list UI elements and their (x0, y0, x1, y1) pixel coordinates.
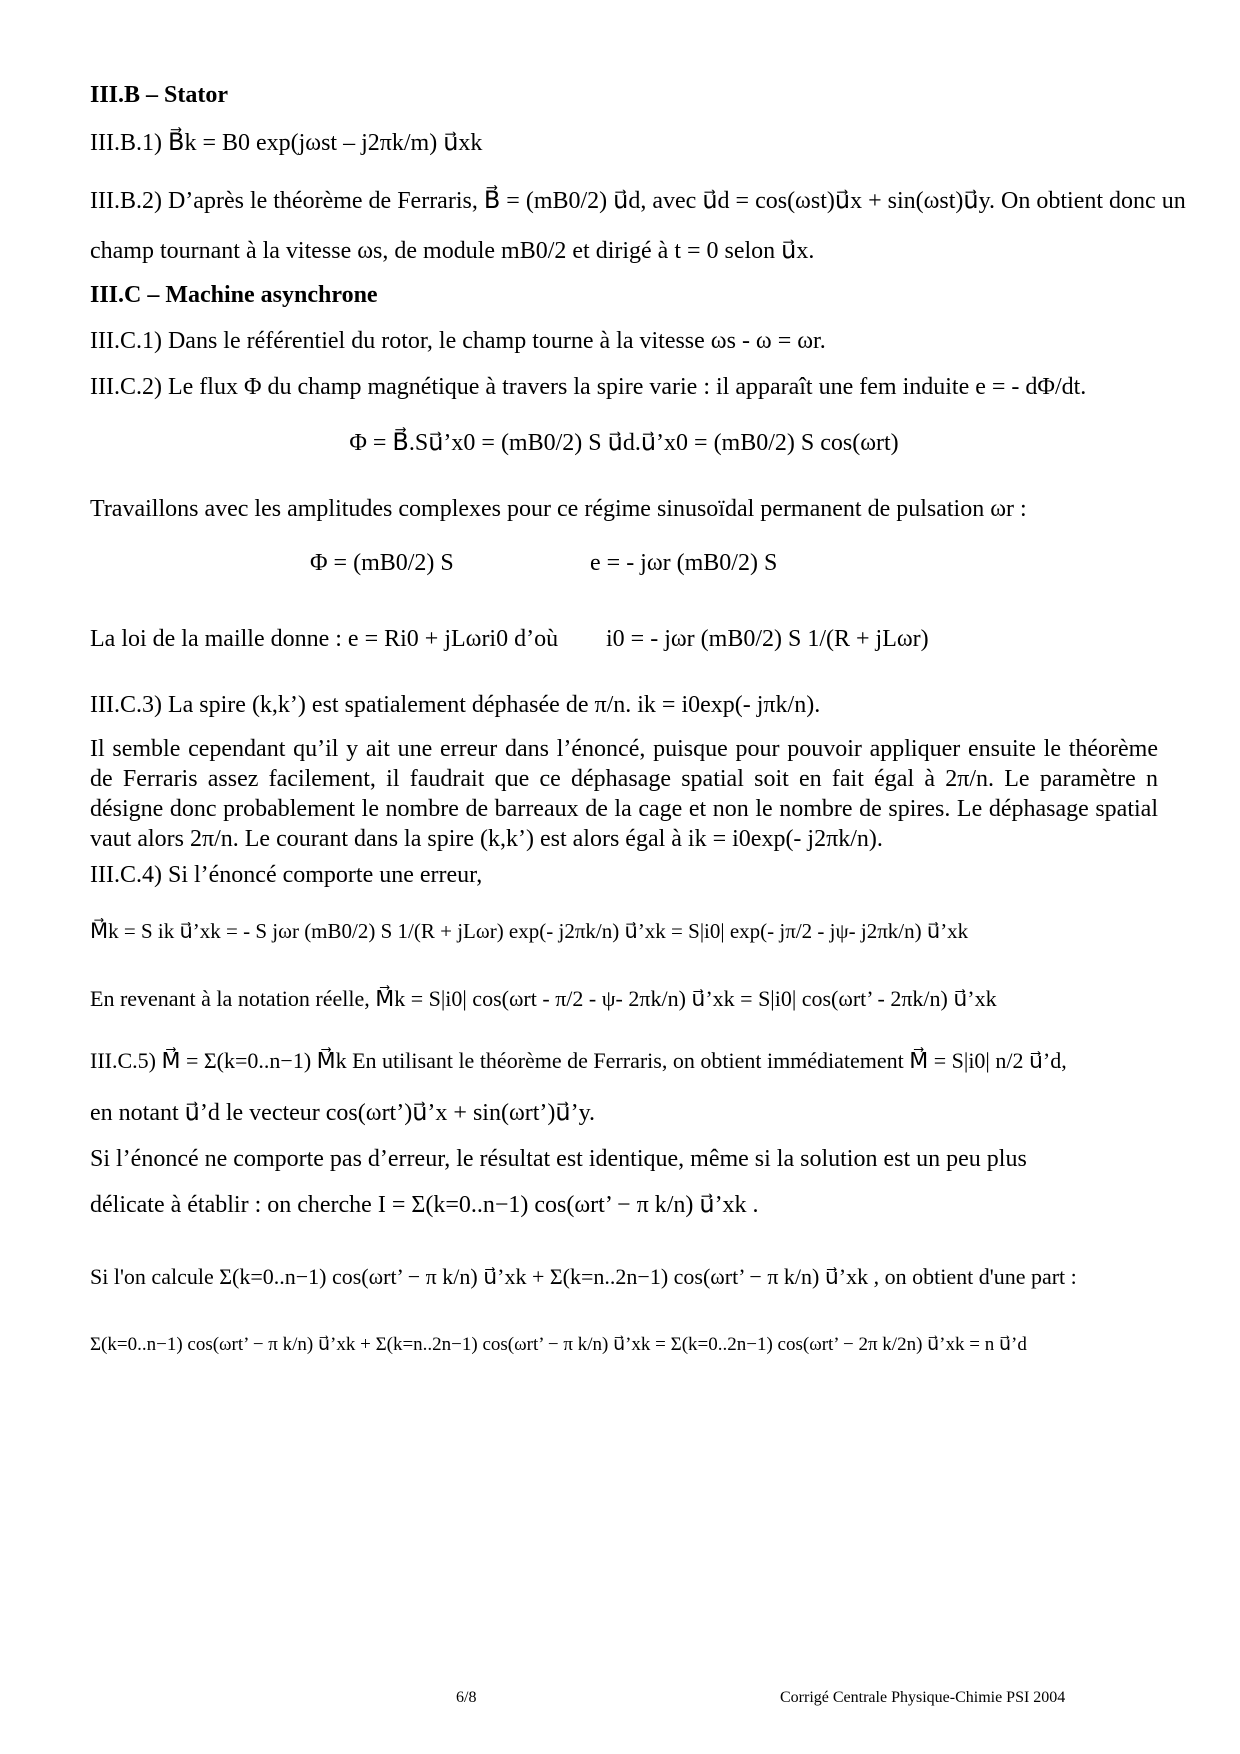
item-b2-line1: III.B.2) D’après le théorème de Ferraris, B⃗ = (mB0/2) u⃗d, avec u⃗d = cos(ωst)u⃗x + sin(ωst)u⃗y. On obtient donc un (90, 188, 1186, 214)
paragraph-c5: Si l’énoncé ne comporte pas d’erreur, le résultat est identique, même si la solution est un peu plus (90, 1146, 1027, 1172)
item-b2-line2: champ tournant à la vitesse ωs, de module mB0/2 et dirigé à t = 0 selon u⃗x. (90, 238, 815, 264)
formula-c5-calcule: Si l'on calcule Σ(k=0..n−1) cos(ωrt’ − π k/n) u⃗’xk + Σ(k=n..2n−1) cos(ωrt’ − π k/n) u⃗’xk , on obtient d'une part : (90, 1264, 1077, 1289)
item-c1: III.C.1) Dans le référentiel du rotor, le champ tourne à la vitesse ωs - ω = ωr. (90, 328, 826, 354)
document-page (90, 0, 1186, 1754)
formula-c5-cherche: délicate à établir : on cherche I = Σ(k=0..n−1) cos(ωrt’ − π k/n) u⃗’xk . (90, 1192, 759, 1218)
footer-source: Corrigé Centrale Physique-Chimie PSI 2004 (780, 1689, 1066, 1706)
page-number: 6/8 (456, 1689, 477, 1706)
formula-c5-result: Σ(k=0..n−1) cos(ωrt’ − π k/n) u⃗’xk + Σ(k=n..2n−1) cos(ωrt’ − π k/n) u⃗’xk = Σ(k=0..2n−1) cos(ωrt’ − 2π k/2n) u⃗’xk = n u⃗’d (90, 1334, 1027, 1355)
paragraph-c3-erreur: Il semble cependant qu’il y ait une erreur dans l’énoncé, puisque pour pouvoir appliquer ensuite le théorème de Ferraris assez facilement, il faudrait que ce déphasage spatial soit en fait égal à 2π/n. Le paramètre n désigne donc probablement le nombre de barreaux de la cage et non le nombre de spires. Le déphasage spatial vaut alors 2π/n. Le courant dans la spire (k,k’) est alors égal à ik = i0exp(- j2πk/n). (90, 736, 1158, 852)
formula-i0: i0 = - jωr (mB0/2) S 1/(R + jLωr) (606, 626, 929, 652)
item-c2-loi: La loi de la maille donne : e = Ri0 + jLωri0 d’où (90, 626, 559, 652)
item-b1: III.B.1) B⃗k = B0 exp(jωst – j2πk/m) u⃗xk (90, 130, 483, 156)
item-c5-line2: en notant u⃗’d le vecteur cos(ωrt’)u⃗’x + sin(ωrt’)u⃗’y. (90, 1100, 596, 1126)
formula-mk: M⃗k = S ik u⃗’xk = - S jωr (mB0/2) S 1/(R + jLωr) exp(- j2πk/n) u⃗’xk = S|i0| exp(- jπ/2 - jψ- j2πk/n) u⃗’xk (90, 919, 969, 943)
item-c2-text: Travaillons avec les amplitudes complexes pour ce régime sinusoïdal permanent de pulsation ωr : (90, 496, 1027, 522)
item-c2: III.C.2) Le flux Φ du champ magnétique à travers la spire varie : il apparaît une fem induite e = - dΦ/dt. (90, 374, 1087, 400)
item-c5-line1: III.C.5) M⃗ = Σ(k=0..n−1) M⃗k En utilisant le théorème de Ferraris, on obtient immédiatement M⃗ = S|i0| n/2 u⃗’d, (90, 1048, 1067, 1073)
section-heading-machine: III.C – Machine asynchrone (90, 282, 378, 308)
formula-e-complex: e = - jωr (mB0/2) S (590, 550, 778, 576)
item-c3: III.C.3) La spire (k,k’) est spatialement déphasée de π/n. ik = i0exp(- jπk/n). (90, 692, 821, 718)
formula-flux: Φ = B⃗.Su⃗’x0 = (mB0/2) S u⃗d.u⃗’x0 = (mB0/2) S cos(ωrt) (349, 430, 899, 456)
formula-mk-reel: En revenant à la notation réelle, M⃗k = S|i0| cos(ωrt - π/2 - ψ- 2πk/n) u⃗’xk = S|i0| cos(ωrt’ - 2πk/n) u⃗’xk (90, 986, 997, 1011)
item-c4: III.C.4) Si l’énoncé comporte une erreur, (90, 862, 483, 888)
formula-phi-complex: Φ = (mB0/2) S (310, 550, 454, 576)
section-heading-stator: III.B – Stator (90, 82, 229, 108)
